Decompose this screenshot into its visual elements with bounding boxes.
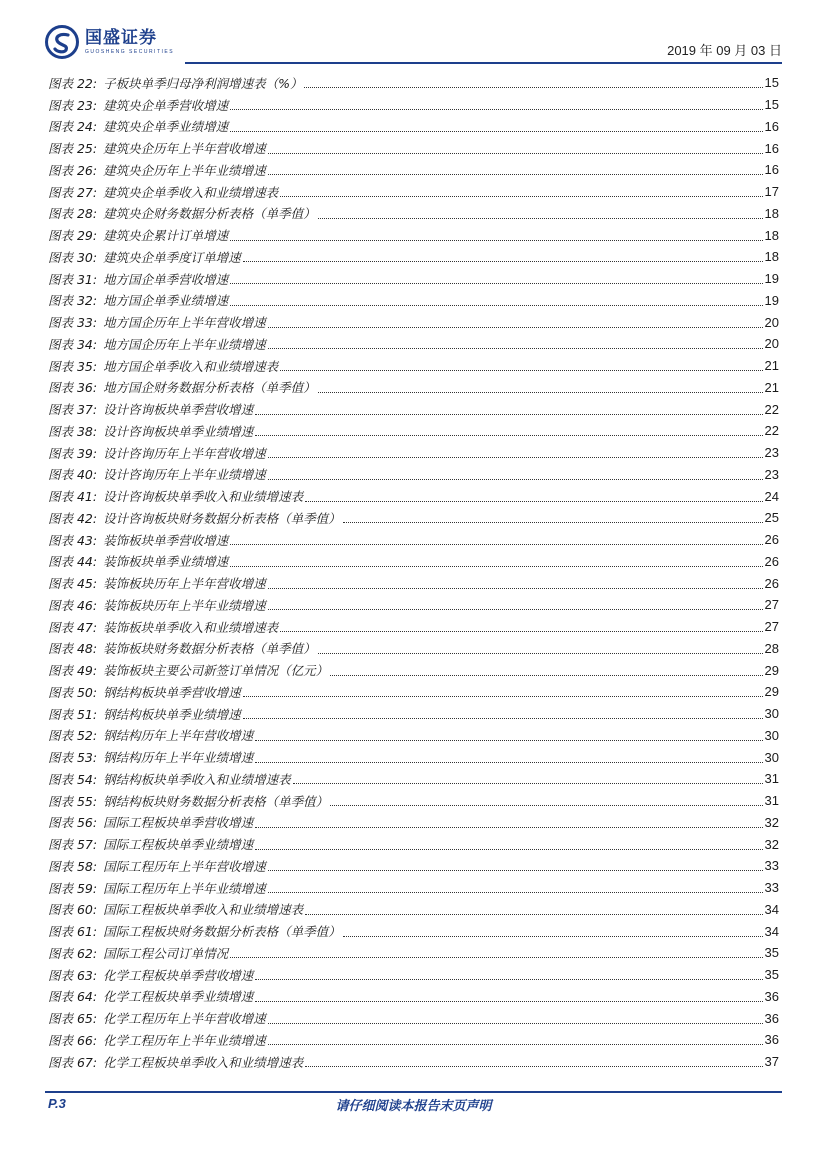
toc-entry[interactable] xyxy=(48,159,779,181)
toc-entry-page: 19 xyxy=(764,271,779,287)
toc-dot-leader xyxy=(255,762,762,763)
toc-entry-label: 图表 59: xyxy=(48,880,98,896)
toc-entry-title: 国际工程板块财务数据分析表格（单季值） xyxy=(103,924,341,940)
toc-dot-leader xyxy=(255,849,762,850)
toc-entry[interactable] xyxy=(48,246,779,268)
toc-entry[interactable] xyxy=(48,812,779,834)
toc-entry-title: 国际工程板块单季业绩增速 xyxy=(103,837,254,853)
toc-entry-title: 钢结构板块财务数据分析表格（单季值） xyxy=(103,793,329,809)
toc-entry-title: 钢结构板块单季业绩增速 xyxy=(103,706,241,722)
toc-entry-label: 图表 63: xyxy=(48,967,98,983)
toc-dot-leader xyxy=(293,783,763,784)
toc-entry-page: 20 xyxy=(764,314,779,330)
toc-entry-label: 图表 39: xyxy=(48,445,98,461)
toc-entry-label: 图表 61: xyxy=(48,924,98,940)
toc-dot-leader xyxy=(268,892,763,893)
toc-entry-title: 装饰板块单季营收增速 xyxy=(103,532,229,548)
toc-entry-page: 27 xyxy=(764,597,779,613)
toc-entry[interactable] xyxy=(48,181,779,203)
logo-chinese-name: 国盛证券 xyxy=(85,28,157,48)
toc-entry-page: 36 xyxy=(764,1032,779,1048)
toc-dot-leader xyxy=(230,566,762,567)
toc-dot-leader xyxy=(230,240,762,241)
toc-entry-title: 建筑央企历年上半年业绩增速 xyxy=(103,162,266,178)
toc-entry-label: 图表 32: xyxy=(48,293,98,309)
toc-entry-page: 26 xyxy=(764,553,779,569)
report-date: 2019 年 09 月 03 日 xyxy=(667,43,782,58)
toc-entry-label: 图表 57: xyxy=(48,837,98,853)
toc-entry[interactable] xyxy=(48,203,779,225)
toc-dot-leader xyxy=(230,283,762,284)
toc-dot-leader xyxy=(305,914,762,915)
toc-entry-label: 图表 30: xyxy=(48,249,98,265)
toc-entry[interactable] xyxy=(48,116,779,138)
toc-dot-leader xyxy=(255,414,762,415)
toc-entry[interactable] xyxy=(48,681,779,703)
toc-entry-title: 设计咨询板块单季营收增速 xyxy=(103,402,254,418)
toc-entry[interactable] xyxy=(48,594,779,616)
toc-entry-title: 设计咨询板块财务数据分析表格（单季值） xyxy=(103,510,341,526)
footer-divider xyxy=(45,1091,782,1093)
toc-entry-page: 31 xyxy=(764,771,779,787)
toc-entry-title: 国际工程历年上半年业绩增速 xyxy=(103,880,266,896)
toc-entry-page: 32 xyxy=(764,836,779,852)
toc-entry-page: 35 xyxy=(764,967,779,983)
toc-dot-leader xyxy=(230,131,762,132)
toc-entry-title: 地方国企单季营收增速 xyxy=(103,271,229,287)
toc-dot-leader xyxy=(318,653,763,654)
toc-dot-leader xyxy=(280,196,762,197)
toc-entry-title: 地方国企历年上半年业绩增速 xyxy=(103,336,266,352)
toc-entry-label: 图表 31: xyxy=(48,271,98,287)
toc-dot-leader xyxy=(343,936,763,937)
toc-entry-label: 图表 34: xyxy=(48,336,98,352)
toc-entry-title: 化学工程板块单季收入和业绩增速表 xyxy=(103,1054,304,1070)
toc-entry-title: 化学工程历年上半年业绩增速 xyxy=(103,1032,266,1048)
toc-dot-leader xyxy=(305,501,762,502)
toc-entry-title: 地方国企单季收入和业绩增速表 xyxy=(103,358,279,374)
toc-entry-title: 钢结构板块单季收入和业绩增速表 xyxy=(103,771,291,787)
toc-entry-page: 34 xyxy=(764,923,779,939)
toc-dot-leader xyxy=(255,1001,762,1002)
toc-entry-title: 装饰板块单季业绩增速 xyxy=(103,554,229,570)
toc-entry-page: 24 xyxy=(764,488,779,504)
toc-entry-page: 26 xyxy=(764,532,779,548)
toc-entry-page: 32 xyxy=(764,814,779,830)
toc-entry-title: 建筑央企单季度订单增速 xyxy=(103,249,241,265)
toc-dot-leader xyxy=(243,718,763,719)
table-of-figures xyxy=(48,72,779,1073)
toc-dot-leader xyxy=(243,261,763,262)
toc-entry-title: 装饰板块财务数据分析表格（单季值） xyxy=(103,641,316,657)
toc-entry-label: 图表 56: xyxy=(48,815,98,831)
toc-dot-leader xyxy=(268,457,763,458)
toc-dot-leader xyxy=(268,174,763,175)
toc-entry[interactable] xyxy=(48,551,779,573)
toc-dot-leader xyxy=(268,588,763,589)
toc-entry-title: 装饰板块单季收入和业绩增速表 xyxy=(103,619,279,635)
toc-entry-label: 图表 58: xyxy=(48,858,98,874)
toc-entry-label: 图表 27: xyxy=(48,184,98,200)
toc-entry-title: 国际工程历年上半年营收增速 xyxy=(103,858,266,874)
toc-entry-page: 30 xyxy=(764,727,779,743)
toc-entry-label: 图表 36: xyxy=(48,380,98,396)
toc-entry-page: 15 xyxy=(764,97,779,113)
toc-dot-leader xyxy=(255,979,762,980)
toc-entry-label: 图表 66: xyxy=(48,1032,98,1048)
toc-dot-leader xyxy=(268,1023,763,1024)
toc-entry-label: 图表 60: xyxy=(48,902,98,918)
header-divider xyxy=(185,62,782,64)
toc-entry-title: 建筑央企单季营收增速 xyxy=(103,97,229,113)
toc-dot-leader xyxy=(230,957,762,958)
toc-entry[interactable] xyxy=(48,1051,779,1073)
toc-entry-page: 36 xyxy=(764,988,779,1004)
toc-entry-title: 国际工程板块单季营收增速 xyxy=(103,815,254,831)
toc-entry-label: 图表 25: xyxy=(48,141,98,157)
toc-entry-label: 图表 28: xyxy=(48,206,98,222)
toc-entry-title: 设计咨询板块单季业绩增速 xyxy=(103,423,254,439)
toc-dot-leader xyxy=(268,609,763,610)
toc-entry-page: 18 xyxy=(764,249,779,265)
toc-entry[interactable] xyxy=(48,464,779,486)
toc-entry-title: 地方国企单季业绩增速 xyxy=(103,293,229,309)
toc-entry-label: 图表 40: xyxy=(48,467,98,483)
toc-dot-leader xyxy=(280,631,762,632)
toc-entry-page: 29 xyxy=(764,662,779,678)
toc-entry-page: 31 xyxy=(764,793,779,809)
toc-entry-label: 图表 65: xyxy=(48,1011,98,1027)
disclaimer-note: 请仔细阅读本报告末页声明 xyxy=(335,1099,492,1114)
toc-entry-title: 化学工程板块单季营收增速 xyxy=(103,967,254,983)
toc-entry-title: 钢结构板块单季营收增速 xyxy=(103,684,241,700)
company-logo xyxy=(45,22,174,62)
toc-entry-label: 图表 23: xyxy=(48,97,98,113)
toc-entry-label: 图表 67: xyxy=(48,1054,98,1070)
toc-entry-title: 设计咨询历年上半年营收增速 xyxy=(103,445,266,461)
toc-entry[interactable] xyxy=(48,855,779,877)
toc-entry[interactable] xyxy=(48,398,779,420)
toc-entry-label: 图表 22: xyxy=(48,75,98,91)
toc-entry-title: 建筑央企单季业绩增速 xyxy=(103,119,229,135)
toc-entry[interactable] xyxy=(48,1007,779,1029)
toc-entry[interactable] xyxy=(48,529,779,551)
toc-entry[interactable] xyxy=(48,94,779,116)
toc-entry-page: 30 xyxy=(764,749,779,765)
toc-dot-leader xyxy=(255,435,762,436)
toc-entry-label: 图表 48: xyxy=(48,641,98,657)
toc-entry-title: 国际工程公司订单情况 xyxy=(103,945,229,961)
toc-entry-page: 22 xyxy=(764,401,779,417)
toc-entry-title: 建筑央企累计订单增速 xyxy=(103,228,229,244)
toc-entry-page: 19 xyxy=(764,292,779,308)
toc-entry-label: 图表 44: xyxy=(48,554,98,570)
toc-dot-leader xyxy=(268,153,763,154)
toc-entry-page: 18 xyxy=(764,227,779,243)
toc-entry[interactable] xyxy=(48,768,779,790)
toc-entry[interactable] xyxy=(48,72,779,94)
toc-entry-label: 图表 41: xyxy=(48,489,98,505)
toc-entry[interactable] xyxy=(48,616,779,638)
toc-entry[interactable] xyxy=(48,703,779,725)
toc-entry[interactable] xyxy=(48,507,779,529)
toc-entry[interactable] xyxy=(48,485,779,507)
toc-entry-label: 图表 43: xyxy=(48,532,98,548)
toc-entry-page: 16 xyxy=(764,118,779,134)
toc-entry[interactable] xyxy=(48,311,779,333)
toc-dot-leader xyxy=(330,805,762,806)
toc-entry-page: 22 xyxy=(764,423,779,439)
toc-dot-leader xyxy=(230,305,762,306)
toc-entry[interactable] xyxy=(48,355,779,377)
toc-entry-label: 图表 52: xyxy=(48,728,98,744)
toc-dot-leader xyxy=(330,675,762,676)
toc-entry-title: 国际工程板块单季收入和业绩增速表 xyxy=(103,902,304,918)
toc-entry-page: 23 xyxy=(764,445,779,461)
toc-entry-page: 33 xyxy=(764,858,779,874)
toc-entry-page: 18 xyxy=(764,205,779,221)
toc-entry-page: 17 xyxy=(764,184,779,200)
toc-dot-leader xyxy=(268,348,763,349)
toc-entry-page: 15 xyxy=(764,75,779,91)
toc-entry[interactable] xyxy=(48,877,779,899)
toc-entry-title: 设计咨询历年上半年业绩增速 xyxy=(103,467,266,483)
toc-entry-page: 33 xyxy=(764,880,779,896)
toc-entry-title: 地方国企财务数据分析表格（单季值） xyxy=(103,380,316,396)
toc-entry[interactable] xyxy=(48,746,779,768)
toc-entry[interactable] xyxy=(48,725,779,747)
toc-entry-title: 建筑央企历年上半年营收增速 xyxy=(103,141,266,157)
toc-entry[interactable] xyxy=(48,942,779,964)
toc-dot-leader xyxy=(255,827,762,828)
toc-dot-leader xyxy=(280,370,762,371)
page-number: P.3 xyxy=(48,1096,66,1111)
toc-dot-leader xyxy=(318,392,763,393)
toc-entry-label: 图表 49: xyxy=(48,663,98,679)
toc-entry-label: 图表 54: xyxy=(48,771,98,787)
toc-entry-label: 图表 53: xyxy=(48,750,98,766)
toc-entry[interactable] xyxy=(48,964,779,986)
toc-entry-label: 图表 35: xyxy=(48,358,98,374)
toc-entry-title: 设计咨询板块单季收入和业绩增速表 xyxy=(103,489,304,505)
toc-entry-title: 化学工程板块单季业绩增速 xyxy=(103,989,254,1005)
toc-entry-page: 16 xyxy=(764,162,779,178)
toc-entry-page: 23 xyxy=(764,466,779,482)
toc-entry-page: 35 xyxy=(764,945,779,961)
toc-entry-label: 图表 24: xyxy=(48,119,98,135)
toc-entry[interactable] xyxy=(48,920,779,942)
toc-entry[interactable] xyxy=(48,137,779,159)
toc-entry-page: 37 xyxy=(764,1054,779,1070)
toc-entry[interactable] xyxy=(48,899,779,921)
toc-dot-leader xyxy=(230,544,762,545)
toc-entry-page: 21 xyxy=(764,358,779,374)
toc-entry-label: 图表 46: xyxy=(48,597,98,613)
toc-entry[interactable] xyxy=(48,790,779,812)
toc-entry-title: 钢结构历年上半年业绩增速 xyxy=(103,750,254,766)
toc-entry[interactable] xyxy=(48,377,779,399)
toc-dot-leader xyxy=(268,870,763,871)
toc-entry-label: 图表 42: xyxy=(48,510,98,526)
toc-entry-page: 34 xyxy=(764,901,779,917)
toc-dot-leader xyxy=(243,696,763,697)
logo-english-name: GUOSHENG SECURITIES xyxy=(85,49,175,55)
toc-entry-label: 图表 29: xyxy=(48,228,98,244)
toc-entry-label: 图表 51: xyxy=(48,706,98,722)
toc-entry-label: 图表 55: xyxy=(48,793,98,809)
toc-entry-page: 20 xyxy=(764,336,779,352)
toc-entry-title: 装饰板块历年上半年业绩增速 xyxy=(103,597,266,613)
toc-entry-title: 装饰板块历年上半年营收增速 xyxy=(103,576,266,592)
toc-entry[interactable] xyxy=(48,659,779,681)
toc-entry-label: 图表 26: xyxy=(48,162,98,178)
toc-entry[interactable] xyxy=(48,833,779,855)
toc-entry[interactable] xyxy=(48,638,779,660)
toc-entry-page: 30 xyxy=(764,706,779,722)
toc-entry[interactable] xyxy=(48,420,779,442)
toc-entry-page: 36 xyxy=(764,1010,779,1026)
toc-entry-page: 25 xyxy=(764,510,779,526)
toc-entry-label: 图表 38: xyxy=(48,423,98,439)
toc-dot-leader xyxy=(305,1066,762,1067)
toc-entry[interactable] xyxy=(48,1029,779,1051)
toc-dot-leader xyxy=(268,479,763,480)
toc-entry-title: 钢结构历年上半年营收增速 xyxy=(103,728,254,744)
guosheng-logo-icon xyxy=(45,25,79,59)
toc-entry[interactable] xyxy=(48,333,779,355)
toc-entry-label: 图表 47: xyxy=(48,619,98,635)
toc-entry-label: 图表 50: xyxy=(48,684,98,700)
toc-entry-page: 29 xyxy=(764,684,779,700)
toc-entry-label: 图表 64: xyxy=(48,989,98,1005)
toc-entry[interactable] xyxy=(48,986,779,1008)
toc-entry-label: 图表 33: xyxy=(48,315,98,331)
toc-dot-leader xyxy=(230,109,762,110)
toc-dot-leader xyxy=(255,740,762,741)
toc-entry-page: 16 xyxy=(764,140,779,156)
toc-dot-leader xyxy=(268,1044,763,1045)
toc-entry[interactable] xyxy=(48,224,779,246)
toc-dot-leader xyxy=(343,522,763,523)
toc-entry-title: 建筑央企单季收入和业绩增速表 xyxy=(103,184,279,200)
page-header xyxy=(45,20,782,64)
toc-dot-leader xyxy=(268,327,763,328)
toc-entry[interactable] xyxy=(48,268,779,290)
toc-entry-label: 图表 37: xyxy=(48,402,98,418)
toc-entry-title: 建筑央企财务数据分析表格（单季值） xyxy=(103,206,316,222)
toc-entry-label: 图表 62: xyxy=(48,945,98,961)
toc-entry-page: 26 xyxy=(764,575,779,591)
toc-entry-page: 27 xyxy=(764,619,779,635)
toc-entry-label: 图表 45: xyxy=(48,576,98,592)
toc-entry[interactable] xyxy=(48,290,779,312)
toc-entry-title: 地方国企历年上半年营收增速 xyxy=(103,315,266,331)
toc-entry-title: 装饰板块主要公司新签订单情况（亿元） xyxy=(103,663,329,679)
toc-dot-leader xyxy=(318,218,763,219)
toc-dot-leader xyxy=(304,87,762,88)
toc-entry-title: 化学工程历年上半年营收增速 xyxy=(103,1011,266,1027)
toc-entry[interactable] xyxy=(48,572,779,594)
toc-entry[interactable] xyxy=(48,442,779,464)
toc-entry-title: 子板块单季归母净利润增速表（%） xyxy=(103,75,303,91)
toc-entry-page: 21 xyxy=(764,379,779,395)
toc-entry-page: 28 xyxy=(764,640,779,656)
